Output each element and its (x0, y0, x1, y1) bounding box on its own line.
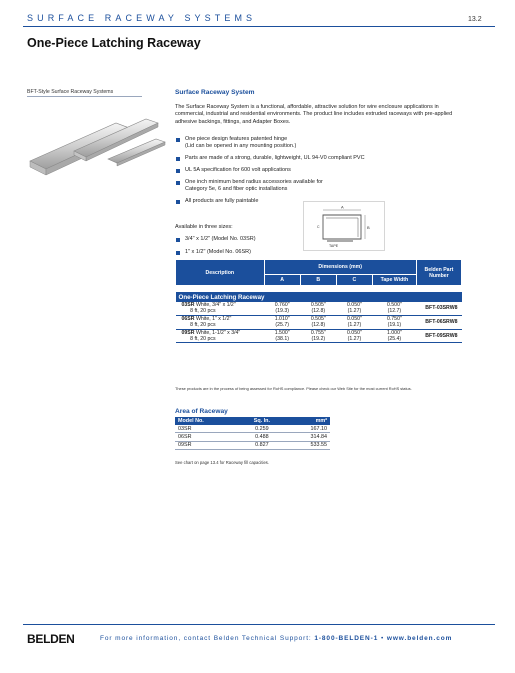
diagram-label-tape: TAPE (329, 244, 339, 248)
size-item: 3/4" x 1/2" (Model No. 03SR) (175, 236, 260, 243)
diagram-label-c: C (317, 225, 320, 229)
table-row: 06SR White, 1" x 1/2" 8 ft, 20 pcs 1.010" (25.7) 0.505" (12.8) 0.050" (1.27) 0.750" (19.1) BFT-06SRW8 (176, 315, 462, 329)
area-table (175, 417, 330, 450)
feature-item: All products are fully paintable (175, 198, 465, 205)
rohs-footnote: These products are in the process of being assessed for RoHS compliance. Please check our Web Site for the most current RoHS status. (175, 386, 412, 391)
col-sq-in: Sq. In. (239, 417, 284, 425)
feature-item: One inch minimum bend radius accessories available for Category 5e, 6 and fiber optic installations (175, 179, 465, 193)
table-row: 03SR White, 3/4" x 1/2" 8 ft, 20 pcs 0.760" (19.3) 0.505" (12.8) 0.050" (1.27) 0.500" (12.7) BFT-03SRW8 (176, 302, 462, 315)
feature-item: UL 5A specification for 600 volt applications (175, 167, 465, 174)
col-tape-width: Tape Width (372, 275, 416, 286)
col-model-no: Model No. (175, 417, 239, 425)
series-title: SURFACE RACEWAY SYSTEMS (27, 13, 257, 23)
page-number: 13.2 (468, 16, 482, 23)
image-caption: BFT-Style Surface Raceway Systems (27, 89, 114, 95)
col-part-number: Belden Part Number (416, 260, 461, 286)
raceway-product-photo (28, 101, 166, 177)
available-label: Available in three sizes: (175, 224, 233, 230)
area-heading: Area of Raceway (175, 408, 228, 415)
table-group-title: One-Piece Latching Raceway (176, 292, 462, 302)
col-description: Description (176, 260, 265, 286)
feature-item: Parts are made of a strong, durable, lightweight, UL 94-V0 compliant PVC (175, 155, 465, 162)
footer-rule (23, 624, 495, 625)
col-c: C (336, 275, 372, 286)
table-row: 09SR White, 1-1/2" x 3/4" 8 ft, 20 pcs 1.500" (38.1) 0.755" (19.2) 0.050" (1.27) 1.000" (25.4) BFT-09SRW8 (176, 329, 462, 343)
raceway-dimension-diagram (303, 201, 385, 251)
col-mm2: mm² (284, 417, 330, 425)
website-link[interactable]: www.belden.com (386, 635, 453, 642)
system-heading: Surface Raceway System (175, 89, 255, 96)
page-title: One-Piece Latching Raceway (27, 36, 201, 50)
belden-logo: BELDEN (27, 632, 75, 646)
spec-table (175, 259, 462, 343)
col-dimensions: Dimensions (mm) (264, 260, 416, 275)
feature-item: One piece design features patented hinge (Lid can be opened in any mounting position.) (175, 136, 465, 150)
fill-capacity-note: See chart on page 13.4 for Raceway fill capacities. (175, 460, 270, 465)
caption-rule (27, 96, 142, 97)
support-phone: 1-800-BELDEN-1 (314, 635, 379, 642)
size-item: 1" x 1/2" (Model No. 06SR) (175, 249, 260, 256)
col-a: A (264, 275, 300, 286)
table-row: 09SR 0.827 533.55 (175, 441, 330, 449)
diagram-label-a: A (341, 204, 344, 210)
diagram-label-b: B (367, 225, 370, 230)
table-row: 06SR 0.488 314.84 (175, 433, 330, 441)
system-description: The Surface Raceway System is a functional, affordable, attractive solution for wire enclosure applications in commercial, industrial and residential environments. The product line includes extruded raceways with pre-applied adhesive backings, fittings, and Adapter Boxes. (175, 104, 453, 125)
table-row: 03SR 0.259 167.10 (175, 425, 330, 433)
feature-list (175, 136, 465, 210)
col-b: B (300, 275, 336, 286)
footer-contact: For more information, contact Belden Technical Support: 1-800-BELDEN-1 • www.belden.com (100, 635, 453, 642)
